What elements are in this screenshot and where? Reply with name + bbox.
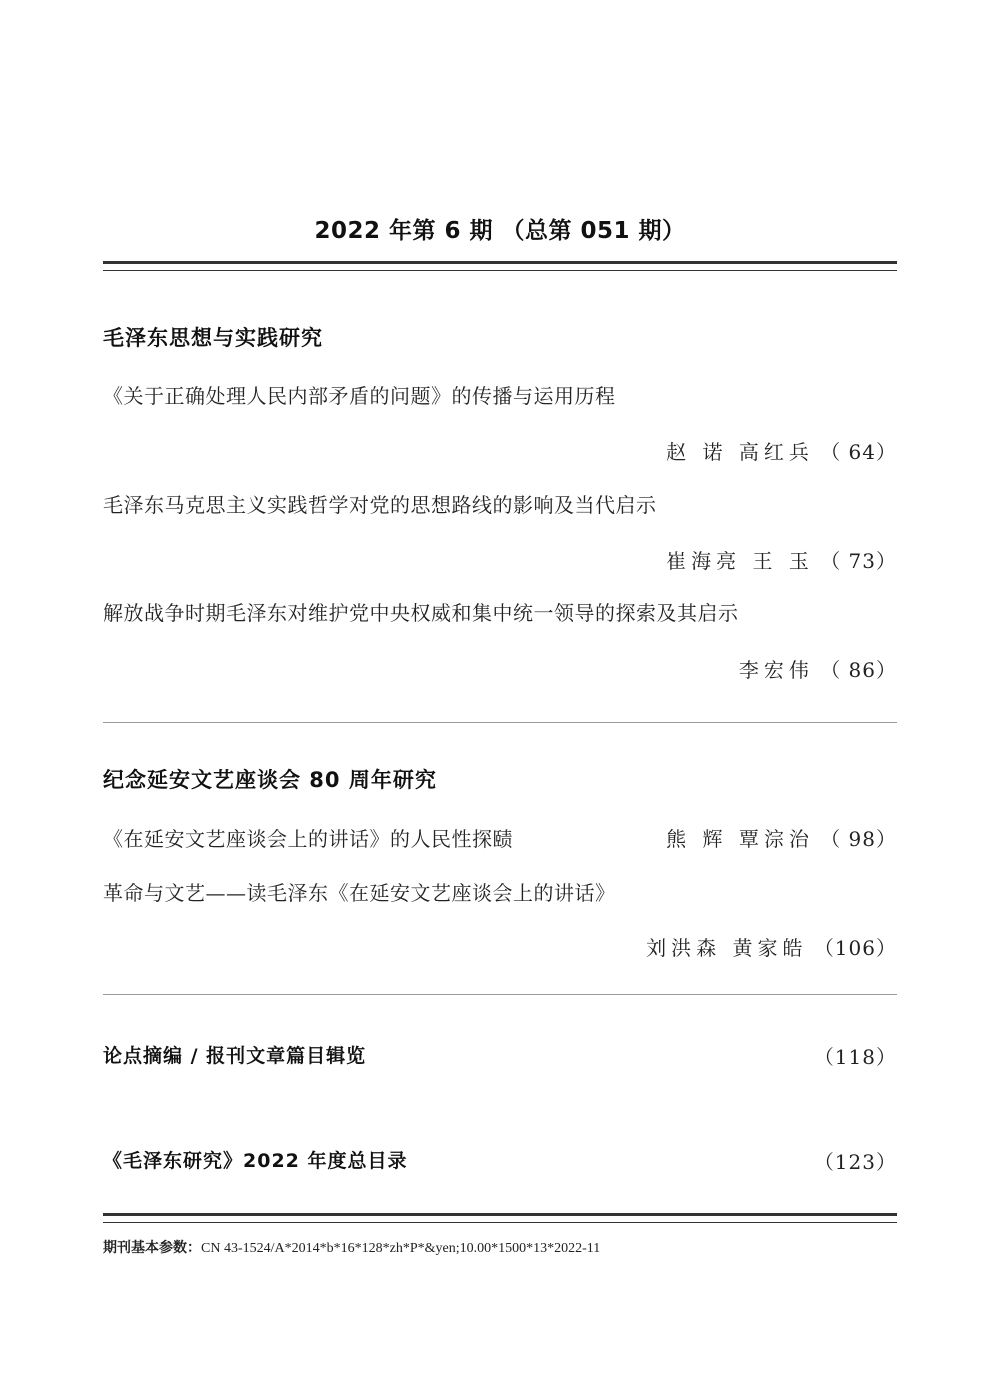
article-byline	[500, 545, 897, 574]
article-byline	[500, 823, 897, 852]
article-authors: 刘洪森 黄家皓	[646, 936, 808, 960]
article-authors: 熊 辉 覃淙治	[666, 827, 814, 851]
page-number[interactable]: （118）	[813, 1045, 897, 1069]
section-heading: 毛泽东思想与实践研究	[103, 326, 323, 350]
page-number[interactable]: （106）	[813, 936, 897, 960]
article-byline	[500, 932, 897, 961]
page-number[interactable]: （123）	[813, 1150, 897, 1174]
section-divider	[103, 994, 897, 995]
section-heading: 纪念延安文艺座谈会 80 周年研究	[103, 768, 437, 792]
article-title[interactable]: 革命与文艺——读毛泽东《在延安文艺座谈会上的讲话》	[103, 881, 616, 905]
article-title[interactable]: 《在延安文艺座谈会上的讲话》的人民性探赜	[103, 827, 513, 851]
journal-parameters-label: 期刊基本参数：	[103, 1240, 201, 1256]
article-authors: 李宏伟	[738, 658, 814, 682]
article-byline	[500, 436, 897, 465]
page-number[interactable]: （ 64）	[820, 440, 897, 464]
misc-entry-title[interactable]: 论点摘编 / 报刊文章篇目辑览	[103, 1045, 367, 1067]
journal-parameters	[103, 1237, 600, 1257]
header-divider	[103, 261, 897, 271]
page-number[interactable]: （ 98）	[820, 827, 897, 851]
article-title[interactable]: 解放战争时期毛泽东对维护党中央权威和集中统一领导的探索及其启示	[103, 601, 739, 625]
article-authors: 崔海亮 王 玉	[666, 549, 814, 573]
article-title[interactable]: 《关于正确处理人民内部矛盾的问题》的传播与运用历程	[103, 384, 616, 408]
article-title[interactable]: 毛泽东马克思主义实践哲学对党的思想路线的影响及当代启示	[103, 493, 657, 517]
page-number[interactable]: （ 73）	[820, 549, 897, 573]
section-divider	[103, 722, 897, 723]
journal-parameters-value: CN 43-1524/A*2014*b*16*128*zh*P*&yen;10.00*1500*13*2022-11	[201, 1241, 601, 1256]
page-number[interactable]: （ 86）	[820, 658, 897, 682]
article-authors: 赵 诺 高红兵	[666, 440, 814, 464]
article-byline	[500, 654, 897, 683]
page-title: 2022 年第 6 期 （总第 051 期）	[314, 218, 686, 244]
footer-divider	[103, 1213, 897, 1223]
misc-entry-title[interactable]: 《毛泽东研究》2022 年度总目录	[103, 1150, 408, 1172]
